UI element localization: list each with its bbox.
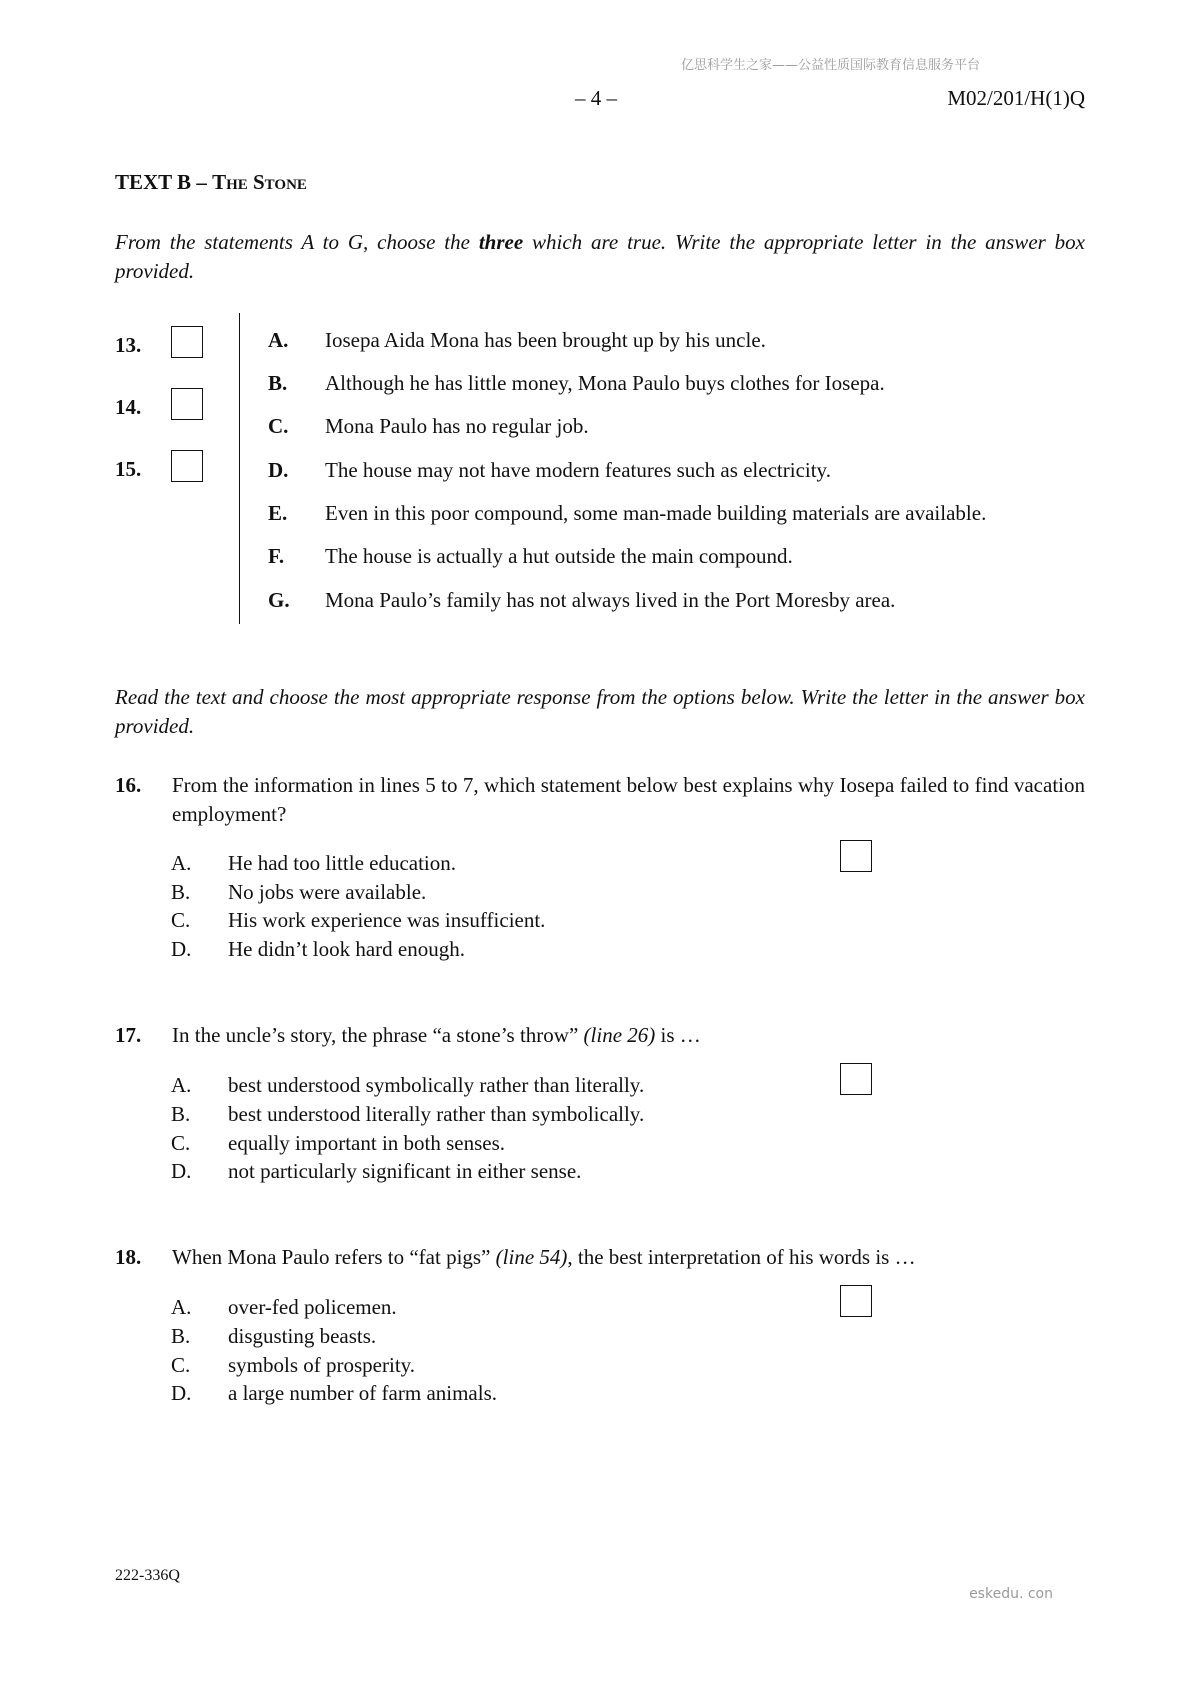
option-text: over-fed policemen. [228, 1295, 397, 1319]
option-16-a [171, 851, 456, 876]
answer-number-14: 14. [115, 395, 142, 419]
option-16-b [171, 880, 426, 905]
option-18-c [171, 1353, 415, 1378]
answer-box-16[interactable] [840, 840, 872, 872]
watermark-bottom: eskedu. con [969, 1586, 1053, 1602]
statement-g [268, 588, 895, 613]
statement-c [268, 414, 589, 439]
instruction-1-part2: which are true. Write the appropriate letter in the answer box provided. [115, 230, 1085, 283]
option-letter: B. [171, 1324, 191, 1348]
statement-f [268, 544, 793, 569]
answer-number-15: 15. [115, 457, 142, 481]
option-text: best understood symbolically rather than literally. [228, 1073, 645, 1097]
option-16-d [171, 937, 465, 962]
question-text-end: is … [655, 1023, 701, 1047]
option-letter: D. [171, 1159, 192, 1183]
section-title [115, 170, 307, 195]
watermark-top: 亿思科学生之家——公益性质国际教育信息服务平台 [680, 58, 980, 73]
statement-text: Mona Paulo’s family has not always lived in the Port Moresby area. [325, 588, 896, 612]
statement-text: The house may not have modern features such as electricity. [325, 458, 831, 482]
question-text-end: , the best interpretation of his words is … [567, 1245, 916, 1269]
statement-a [268, 328, 766, 353]
option-text: not particularly significant in either sense. [228, 1159, 582, 1183]
statement-d [268, 458, 831, 483]
line-reference: (line 26) [583, 1023, 656, 1047]
question-number: 17. [115, 1023, 142, 1047]
option-letter: A. [171, 1073, 192, 1097]
instruction-1 [115, 228, 1085, 286]
option-18-b [171, 1324, 376, 1349]
statement-letter: E. [268, 501, 288, 525]
option-text: No jobs were available. [228, 880, 427, 904]
option-17-b [171, 1102, 644, 1127]
statement-letter: D. [268, 458, 289, 482]
option-letter: D. [171, 937, 192, 961]
question-17 [115, 1021, 1085, 1050]
statement-letter: B. [268, 371, 288, 395]
option-18-a [171, 1295, 397, 1320]
statement-text: Although he has little money, Mona Paulo buys clothes for Iosepa. [325, 371, 885, 395]
question-18 [115, 1243, 1085, 1272]
statement-text: Iosepa Aida Mona has been brought up by his uncle. [325, 328, 766, 352]
question-text-start: In the uncle’s story, the phrase “a stone’s throw” [172, 1023, 584, 1047]
answer-box-17[interactable] [840, 1063, 872, 1095]
option-letter: C. [171, 1353, 191, 1377]
instruction-2: Read the text and choose the most appropriate response from the options below. Write the letter in the answer box provided. [115, 685, 1085, 738]
line-reference: (line 54) [495, 1245, 568, 1269]
option-letter: C. [171, 1131, 191, 1155]
statement-text: The house is actually a hut outside the main compound. [325, 544, 793, 568]
statement-letter: G. [268, 588, 290, 612]
option-text: a large number of farm animals. [228, 1381, 498, 1405]
instruction-1-bold: three [478, 230, 524, 254]
option-letter: B. [171, 880, 191, 904]
option-text: He had too little education. [228, 851, 457, 875]
option-letter: C. [171, 908, 191, 932]
option-18-d [171, 1381, 497, 1406]
option-text: equally important in both senses. [228, 1131, 506, 1155]
question-16 [115, 771, 1085, 829]
section-title-lead: TEXT B – [115, 170, 213, 194]
option-17-c [171, 1131, 505, 1156]
answer-box-14[interactable] [171, 388, 203, 420]
question-number: 16. [115, 773, 142, 797]
footer-code: 222-336Q [115, 1567, 180, 1584]
page-number: – 4 – [575, 86, 617, 110]
statement-letter: A. [268, 328, 289, 352]
option-16-c [171, 908, 545, 933]
option-letter: A. [171, 1295, 192, 1319]
statement-e [268, 501, 986, 526]
question-text [172, 1243, 1085, 1272]
answer-box-18[interactable] [840, 1285, 872, 1317]
answer-number-13: 13. [115, 333, 142, 357]
option-text: disgusting beasts. [228, 1324, 377, 1348]
statement-letter: C. [268, 414, 289, 438]
option-letter: D. [171, 1381, 192, 1405]
option-17-d [171, 1159, 581, 1184]
answer-box-15[interactable] [171, 450, 203, 482]
question-number: 18. [115, 1245, 142, 1269]
section-title-name: The Stone [212, 170, 307, 194]
paper-code: M02/201/H(1)Q [947, 86, 1085, 110]
question-text [172, 1021, 1085, 1050]
option-text: symbols of prosperity. [228, 1353, 416, 1377]
divider-line [239, 313, 240, 624]
question-text: From the information in lines 5 to 7, which statement below best explains why Iosepa failed to find vacation employment? [172, 773, 1085, 826]
question-text-start: When Mona Paulo refers to “fat pigs” [172, 1245, 496, 1269]
answer-box-13[interactable] [171, 326, 203, 358]
option-text: His work experience was insufficient. [228, 908, 546, 932]
option-letter: B. [171, 1102, 191, 1126]
option-17-a [171, 1073, 644, 1098]
option-text: He didn’t look hard enough. [228, 937, 465, 961]
option-letter: A. [171, 851, 192, 875]
option-text: best understood literally rather than symbolically. [228, 1102, 645, 1126]
instruction-1-part1: From the statements A to G, choose the [115, 230, 479, 254]
statement-text: Mona Paulo has no regular job. [325, 414, 589, 438]
statement-b [268, 371, 885, 396]
statement-text: Even in this poor compound, some man-made building materials are available. [325, 501, 987, 525]
statement-letter: F. [268, 544, 285, 568]
